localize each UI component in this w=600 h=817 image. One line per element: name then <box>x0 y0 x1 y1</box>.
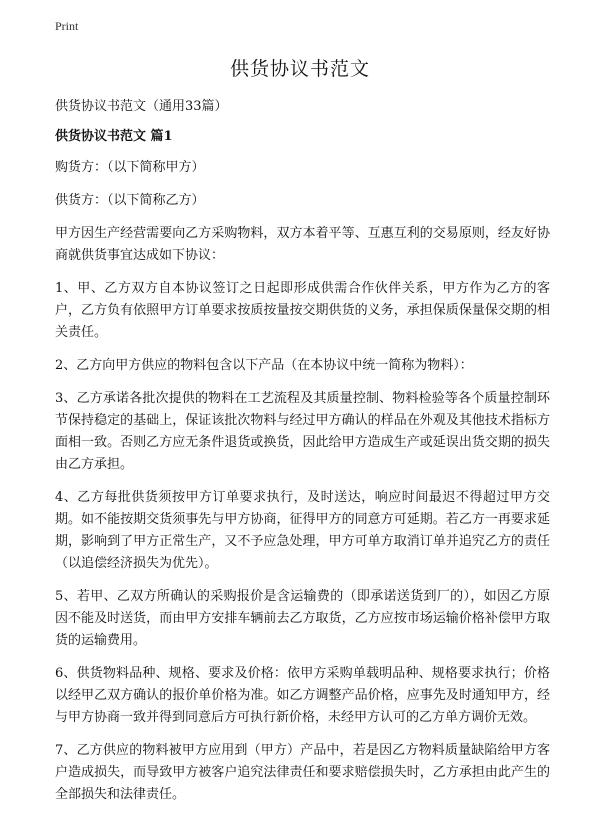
print-label: Print <box>55 19 79 33</box>
clause-6: 6、供货物料品种、规格、要求及价格：依甲方采购单载明品种、规格要求执行；价格以经甲乙双方确认的报价单价格为准。如乙方调整产品价格，应事先及时通知甲方，经与甲方协商一致并得到同意后方可执行新价格，未经甲方认可的乙方单方调价无效。 <box>55 666 550 725</box>
clause-1: 1、甲、乙方双方自本协议签订之日起即形成供需合作伙伴关系，甲方作为乙方的客户，乙方负有依照甲方订单要求按质按量按交期供货的义务，承担保质保量保交期的相关责任。 <box>55 281 550 340</box>
clause-7: 7、乙方供应的物料被甲方应用到（甲方）产品中，若是因乙方物料质量缺陷给甲方客户造成损失，而导致甲方被客户追究法律责任和要求赔偿损失时，乙方承担由此产生的全部损失和法律责任。 <box>55 743 550 802</box>
clause-2: 2、乙方向甲方供应的物料包含以下产品（在本协议中统一简称为物料）： <box>55 358 473 373</box>
page-title: 供货协议书范文 <box>229 58 370 80</box>
section-heading: 供货协议书范文 篇1 <box>55 129 173 144</box>
clause-4: 4、乙方每批供货须按甲方订单要求执行，及时送达，响应时间最迟不得超过甲方交期。如不能按期交货须事先与甲方协商，征得甲方的同意方可延期。若乙方一再要求延期，影响到了甲方正常生产，又不予应急处理，甲方可单方取消订单并追究乙方的责任（以追偿经济损失为优先）。 <box>55 490 550 571</box>
buyer-line: 购货方：（以下简称甲方） <box>55 160 205 175</box>
clause-5: 5、若甲、乙双方所确认的采购报价是含运输费的（即承诺送货到厂的），如因乙方原因不能及时送货，而由甲方安排车辆前去乙方取货，乙方应按市场运输价格补偿甲方取货的运输费用。 <box>55 589 550 648</box>
supplier-line: 供货方：（以下简称乙方） <box>55 193 205 208</box>
intro-paragraph: 甲方因生产经营需要向乙方采购物料，双方本着平等、互惠互利的交易原则，经友好协商就供货事宜达成如下协议： <box>55 226 550 263</box>
document-body <box>55 96 550 817</box>
clause-3: 3、乙方承诺各批次提供的物料在工艺流程及其质量控制、物料检验等各个质量控制环节保持稳定的基础上，保证该批次物料与经过甲方确认的样品在外观及其他技术指标方面相一致。否则乙方应无条件退货或换货，因此给甲方造成生产或延误出货交期的损失由乙方承担。 <box>55 391 550 472</box>
document-subtitle: 供货协议书范文（通用33篇） <box>55 99 228 114</box>
